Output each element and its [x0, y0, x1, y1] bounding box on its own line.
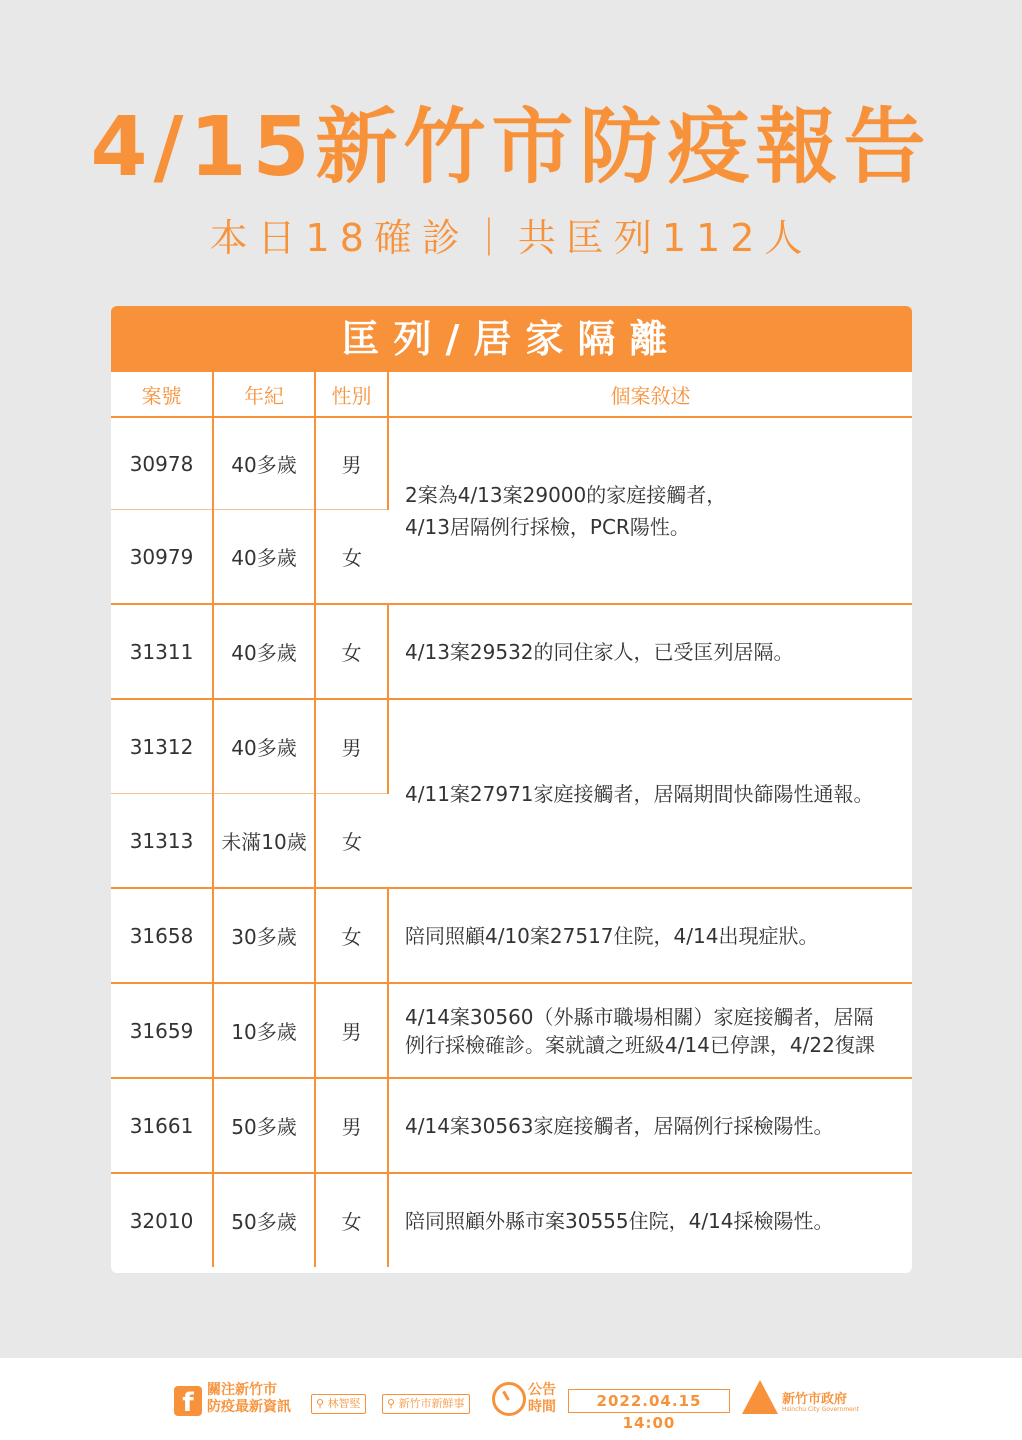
- case-description: 4/13案29532的同住家人，已受匡列居隔。: [388, 604, 912, 699]
- case-sex: 男: [315, 417, 388, 510]
- case-age: 未滿10歲: [213, 794, 315, 889]
- footer-bar: [0, 1358, 1022, 1440]
- case-sex: 女: [315, 794, 388, 889]
- table-row: [111, 417, 912, 510]
- case-sex: 女: [315, 1173, 388, 1267]
- case-age: 40多歲: [213, 417, 315, 510]
- column-header-age: 年紀: [213, 372, 315, 417]
- case-sex: 男: [315, 983, 388, 1078]
- search-tag-news[interactable]: ⚲ 新竹市新鮮事: [382, 1394, 470, 1414]
- case-description: [388, 417, 912, 604]
- case-sex: 女: [315, 888, 388, 983]
- column-header-description: 個案敘述: [388, 372, 912, 417]
- table-row: [111, 888, 912, 983]
- case-description: 4/14案30563家庭接觸者，居隔例行採檢陽性。: [388, 1078, 912, 1173]
- column-header-case-id: 案號: [111, 372, 213, 417]
- case-sex: 男: [315, 1078, 388, 1173]
- description-line: 4/14案30560（外縣市職場相關）家庭接觸者，居隔: [405, 1004, 874, 1029]
- case-id: 31659: [111, 983, 213, 1078]
- case-age: 30多歲: [213, 888, 315, 983]
- case-description: 陪同照顧外縣市案30555住院，4/14採檢陽性。: [405, 1208, 834, 1233]
- table-row: [111, 1078, 912, 1173]
- case-age: 40多歲: [213, 604, 315, 699]
- case-id: 31313: [111, 794, 213, 889]
- announce-datetime: 2022.04.15 14:00: [568, 1389, 730, 1413]
- case-description: 4/11案27971家庭接觸者，居隔期間快篩陽性通報。: [388, 699, 912, 888]
- search-icon: ⚲: [387, 1397, 396, 1410]
- city-government-logo-icon: [742, 1380, 778, 1414]
- case-age: 40多歲: [213, 699, 315, 794]
- table-row: [111, 983, 912, 1078]
- case-age: 10多歲: [213, 983, 315, 1078]
- case-id: 31311: [111, 604, 213, 699]
- case-sex: 男: [315, 699, 388, 794]
- case-id: 32010: [111, 1173, 213, 1267]
- table-header-row: [111, 372, 912, 417]
- search-icon: ⚲: [316, 1397, 325, 1410]
- case-table: [111, 372, 912, 1267]
- table-row: [111, 604, 912, 699]
- follow-text: 關注新竹市 防疫最新資訊: [207, 1382, 291, 1415]
- case-description: 陪同照顧4/10案27517住院，4/14出現症狀。: [388, 888, 912, 983]
- government-name: 新竹市政府: [782, 1392, 848, 1407]
- description-line: 例行採檢確診。案就讀之班級4/14已停課，4/22復課: [405, 1032, 875, 1057]
- case-age: 50多歲: [213, 1173, 315, 1267]
- clock-icon: [492, 1382, 526, 1416]
- description-line: 2案為4/13案29000的家庭接觸者，: [405, 482, 727, 507]
- search-tag-mayor[interactable]: ⚲ 林智堅: [311, 1394, 366, 1414]
- case-sex: 女: [315, 510, 388, 605]
- table-row: [111, 699, 912, 794]
- case-id: 30979: [111, 510, 213, 605]
- facebook-icon[interactable]: f: [174, 1386, 202, 1416]
- case-id: 31658: [111, 888, 213, 983]
- case-id: 31661: [111, 1078, 213, 1173]
- description-line: 4/13居隔例行採檢，PCR陽性。: [405, 514, 690, 539]
- table-row: [111, 1173, 912, 1267]
- case-age: 50多歲: [213, 1078, 315, 1173]
- government-name-en: Hsinchu City Government: [782, 1406, 860, 1413]
- case-age: 40多歲: [213, 510, 315, 605]
- page-subtitle: 本日18確診｜共匡列112人: [209, 216, 813, 260]
- announce-label: 公告 時間: [528, 1382, 556, 1415]
- card-header: 匡列/居家隔離: [111, 306, 912, 372]
- case-sex: 女: [315, 604, 388, 699]
- column-header-sex: 性別: [315, 372, 388, 417]
- case-table-card: [111, 306, 912, 1273]
- case-id: 31312: [111, 699, 213, 794]
- case-description: [388, 983, 912, 1078]
- case-id: 30978: [111, 417, 213, 510]
- page-title: 4/15新竹市防疫報告: [90, 100, 932, 195]
